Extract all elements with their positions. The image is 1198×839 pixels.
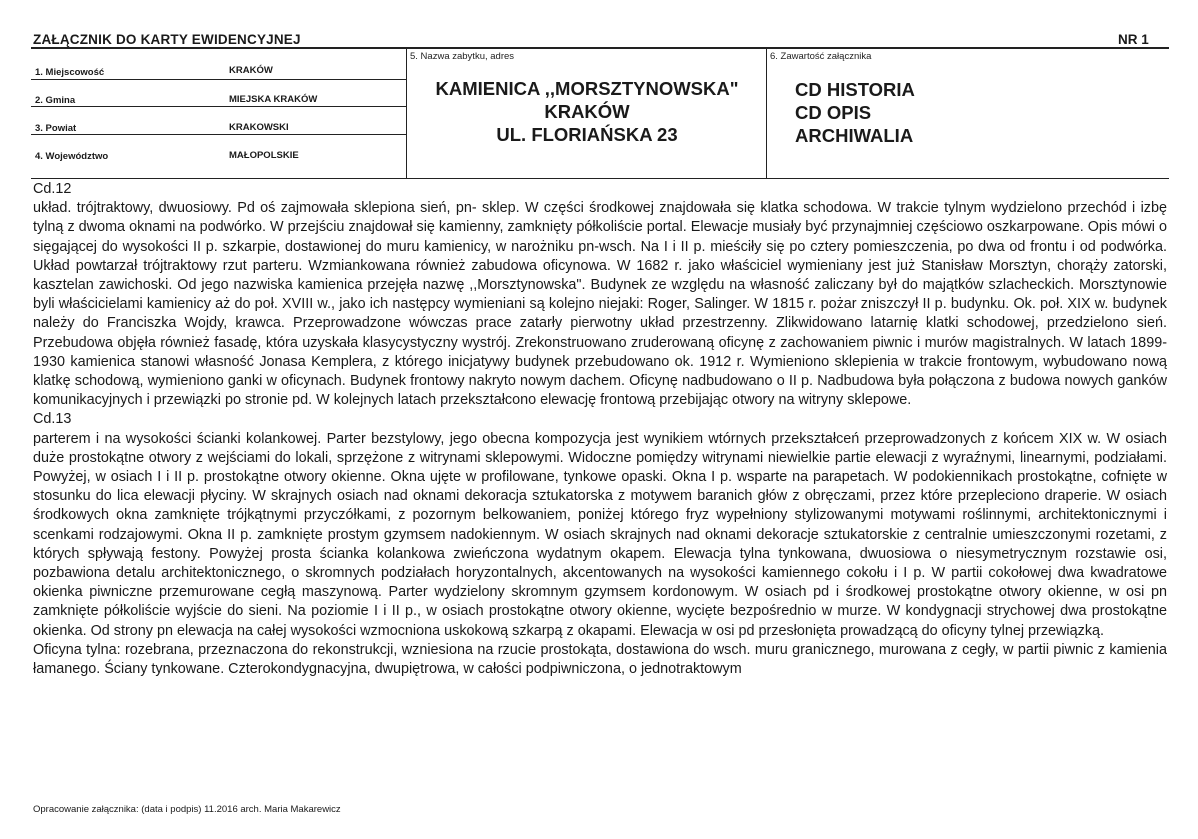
document-number: NR 1 [1118,32,1149,47]
description-body [33,180,1167,679]
body-paragraph: Oficyna tylna: rozebrana, przeznaczona do rekonstrukcji, wzniesiona na rzucie prostokąta, dostawiona do wsch. muru granicznego, murowana z cegły, w partii piwnic z kamienia łamanego. Ściany tynkowane. Czterokondygnacyjna, dwupiętrowa, w całości podpiwniczona, o jednotraktowym [33,641,1167,678]
section-heading: Cd.13 [33,411,72,428]
prepared-by-footer: Opracowanie załącznika: (data i podpis) 11.2016 arch. Maria Makarewicz [33,804,341,815]
field-divider [31,106,406,107]
contents-item: CD HISTORIA [795,79,915,100]
header-bottom-rule [31,178,1169,179]
field-commune-label: 2. Gmina [35,95,76,106]
monument-city: KRAKÓW [544,101,630,122]
field-county-label: 3. Powiat [35,123,77,134]
contents-item: ARCHIWALIA [795,125,914,146]
contents-item: CD OPIS [795,102,872,123]
monument-name: KAMIENICA ,,MORSZTYNOWSKA" [435,78,739,99]
field-county-value: KRAKOWSKI [229,122,289,133]
field-voivodeship-label: 4. Województwo [35,151,109,162]
contents-box-caption: 6. Zawartość załącznika [770,51,872,62]
name-box-caption: 5. Nazwa zabytku, adres [410,51,515,62]
field-voivodeship-value: MAŁOPOLSKIE [229,150,299,161]
field-divider [31,134,406,135]
field-commune-value: MIEJSKA KRAKÓW [229,94,318,105]
section-heading: Cd.12 [33,181,72,197]
body-paragraph: układ. trójtraktowy, dwuosiowy. Pd oś zajmowała sklepiona sień, pn- sklep. W części środkowej znajdowała się klatka schodowa. W trakcie tylnym wydzielono przechód i izbę tylną z dwoma oknami na podwórko. W przejściu znajdował się kamienny, zamknięty półkoliście portal. Elewacje musiały być przynajmniej częściowo oszkarpowane. Opis mówi o sięgającej do wysokości II p. szkarpie, dostawionej do muru kamienicy, w narożniku pn-wsch. Na I i II p. mieściły się po cztery pomieszczenia, po dwa od frontu i od podwórka. Układ powtarzał trójtraktowy rzut parteru. Wzmiankowana również zabudowa oficynowa. W 1682 r. jako właściciel wymieniany jest już Stanisław Morsztyn, chorąży zatorski, kasztelan zawichoski. Od jego nazwiska kamienica przejęła nazwę ,,Morsztynowska". Budynek ze względu na własność zaliczany był do majątków szlacheckich. Morsztynowie byli właścicielami kamienicy aż do poł. XVIII w., jako ich następcy wymieniani są kolejno niejaki: Roger, Salinger. W 1815 r. pożar zniszczył II p. budynku. Ok. poł. XIX w. budynek należy do Franciszka Wojdy, krawca. Przeprowadzone wówczas prace zatarły pierwotny układ przestrzenny. Zlikwidowano latarnię klatki schodowej, przedzielono sień. Przebudowa objęła również fasadę, która uzyskała klasycystyczny wystrój. Zrekonstruowano zruderowaną oficynę z zachowaniem piwnic i murów magistralnych. W latach 1899-1930 kamienica stanowi własność Jonasa Kemplera, z którego inicjatywy budynek przebudowano ok. 1912 r. Wymieniono sklepienia w trakcie frontowym, wybudowano nową klatkę schodową, wymieniono ganki w oficynach. Budynek frontowy nakryto nowym dachem. Oficynę nadbudowano o II p. Nadbudowa była połączona z budowa nowych ganków komunikacyjnych i przewiązki po stronie pd. W kolejnych latach przekształcono elewację frontową przebijając otwory na witryny sklepowe. [33,200,1167,409]
header-top-rule [31,47,1169,49]
body-paragraph: parterem i na wysokości ścianki kolankowej. Parter bezstylowy, jego obecna kompozycja jest wynikiem wtórnych przekształceń przeprowadzonych z końcem XIX w. W osiach duże prostokątne otwory z wejściami do lokali, sprzężone z witrynami sklepowymi. Widoczne pomiędzy witrynami niewielkie partie elewacji z wyraźnymi, linearnymi, podziałami. Powyżej, w osiach I i II p. prostokątne otwory okienne. Okna ujęte w profilowane, tynkowe opaski. Okna I p. wsparte na parapetach. W podokiennikach prostokątne, cofnięte w stosunku do lica elewacji płyciny. W skrajnych osiach nad oknami dekoracja sztukatorska z motywem baranich głów z obręczami, przez które przepleciono draperie. W osiach środkowych okna zamknięte trójkątnymi przyczółkami, z pozornym belkowaniem, poniżej którego fryz wypełniony stylizowanymi motywami roślinnymi, architektonicznymi i scenkami rodzajowymi. Okna II p. zamknięte prostym gzymsem nadokiennym. W osiach skrajnych nad oknami dekoracje sztukatorskie z centralnie umieszczonymi rozetami, z których spływają festony. Powyżej prosta ścianka kolankowa zwieńczona wydatnym okapem. Elewacja tylna tynkowana, dwuosiowa o niesymetrycznym rozstawie osi, pozbawiona detalu architektonicznego, o skromnych podziałach horyzontalnych, akcentowanych na wysokości kamiennego cokołu i I p. W partii cokołowej dwa kwadratowe okienka piwniczne przemurowane cegłą maszynową. Parter wydzielony skromnym gzymsem kordonowym. W osiach pd i środkowej prostokątne otwory okienne, w osi pn zamknięte półkoliście wyjście do sieni. Na poziomie I i II p., w osiach prostokątne otwory okienne, wycięte bezpośrednio w murze. W kondygnacji strychowej dwa prostokątne okienka. Od strony pn elewacja na całej wysokości wzmocniona uskokową szkarpą z okapami. Elewacja w osi pd przesłonięta prowadzącą do oficyny tylnej przewiązką. [33,430,1167,639]
document-title: ZAŁĄCZNIK DO KARTY EWIDENCYJNEJ [33,32,301,47]
field-locality-label: 1. Miejscowość [35,67,105,78]
field-divider [31,79,406,80]
field-locality-value: KRAKÓW [229,65,273,76]
monument-address: UL. FLORIAŃSKA 23 [496,124,678,145]
